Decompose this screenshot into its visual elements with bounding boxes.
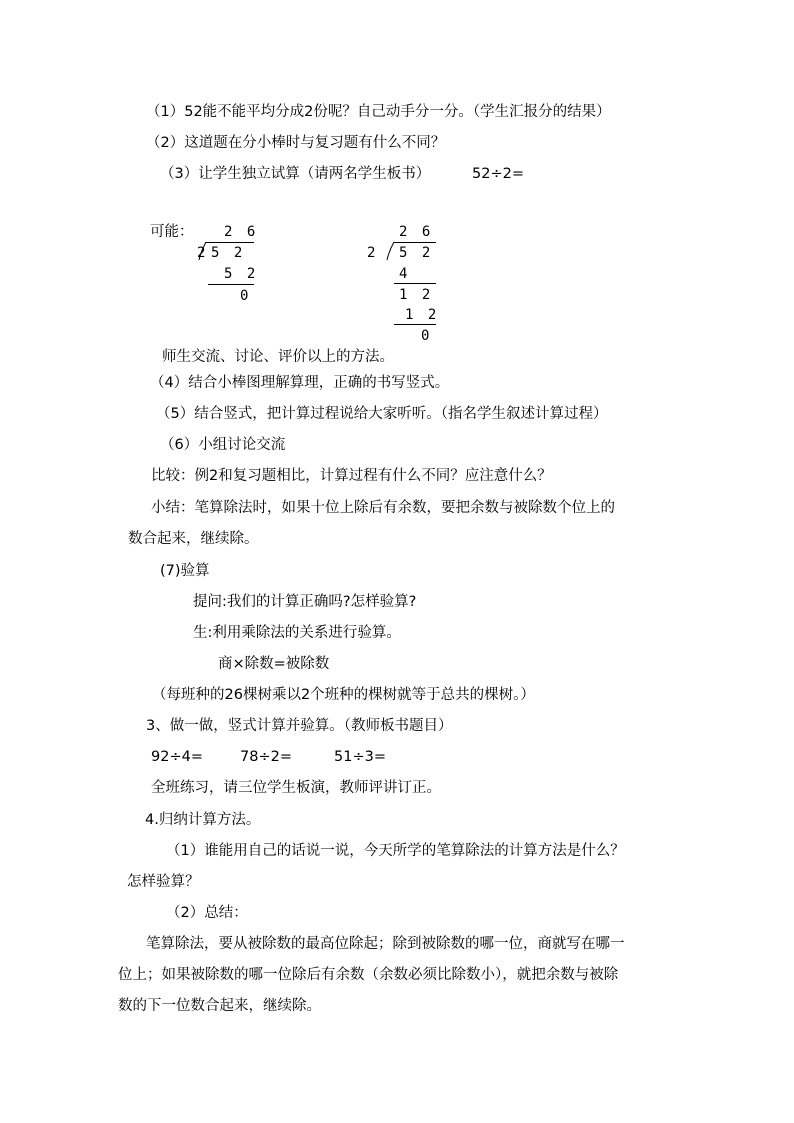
- verify-heading: (7)验算: [160, 563, 210, 579]
- rule-line-3: 数的下一位数合起来，继续除。: [118, 998, 321, 1014]
- rule-line-2: 位上；如果被除数的哪一位除后有余数（余数必须比除数小），就把余数与被除: [118, 967, 619, 983]
- product: 5 2: [224, 266, 259, 282]
- section-3-heading: 3、做一做，竖式计算并验算。（教师板书题目）: [146, 718, 453, 734]
- method-question-1: （1）谁能用自己的话说一说，今天所学的笔算除法的计算方法是什么？: [166, 843, 625, 859]
- quotient: 2 6: [224, 224, 259, 240]
- step-product-1: 4: [399, 266, 411, 282]
- division-bar: [206, 242, 254, 243]
- classwork-line: 全班练习，请三位学生板演，教师评讲订正。: [151, 780, 441, 796]
- summary-heading: （2）总结：: [166, 905, 248, 921]
- summary-line-2: 数合起来，继续除。: [128, 531, 259, 547]
- division-bracket: [387, 242, 397, 260]
- question-4: （4）结合小棒图理解算理，正确的书写竖式。: [150, 375, 450, 391]
- remainder: 0: [421, 328, 433, 344]
- possible-label: 可能：: [150, 224, 194, 240]
- compare-line: 比较：例2和复习题相比，计算过程有什么不同？应注意什么？: [151, 468, 552, 484]
- step-product-2: 1 2: [405, 307, 440, 323]
- section-4-heading: 4.归纳计算方法。: [145, 812, 261, 828]
- division-bar: [394, 242, 436, 243]
- remainder: 0: [240, 288, 252, 304]
- exercise-2: 78÷2=: [240, 749, 292, 765]
- exercise-1: 92÷4=: [151, 749, 203, 765]
- verify-explanation: （每班种的26棵树乘以2个班种的棵树就等于总共的棵树。）: [152, 687, 535, 703]
- question-3: （3）让学生独立试算（请两名学生板书）: [160, 166, 431, 182]
- method-question-1-cont: 怎样验算？: [127, 874, 200, 890]
- exercise-3: 51÷3=: [334, 749, 386, 765]
- quotient: 2 6: [399, 224, 434, 240]
- verify-formula: 商×除数=被除数: [218, 656, 330, 672]
- discussion-line: 师生交流、讨论、评价以上的方法。: [162, 349, 394, 365]
- summary-line-1: 小结：笔算除法时，如果十位上除后有余数，要把余数与被除数个位上的: [151, 500, 615, 516]
- question-5: （5）结合竖式，把计算过程说给大家听听。（指名学生叙述计算过程）: [156, 406, 608, 422]
- divisor: 2: [197, 245, 209, 261]
- subtraction-line-1: [394, 283, 436, 284]
- question-2: （2）这道题在分小棒时与复习题有什么不同？: [146, 135, 446, 151]
- dividend: 5 2: [399, 245, 434, 261]
- problem-expression: 52÷2=: [472, 166, 524, 182]
- divisor: 2: [367, 245, 379, 261]
- rule-line-1: 笔算除法，要从被除数的最高位除起；除到被除数的哪一位，商就写在哪一: [146, 936, 625, 952]
- question-1: （1）52能不能平均分成2份呢？自己动手分一分。（学生汇报分的结果）: [146, 104, 611, 120]
- verify-question: 提问:我们的计算正确吗?怎样验算?: [193, 594, 417, 610]
- step-carry: 1 2: [399, 287, 434, 303]
- question-6: （6）小组讨论交流: [160, 437, 286, 453]
- subtraction-line: [208, 284, 254, 285]
- subtraction-line-2: [394, 324, 436, 325]
- verify-answer: 生:利用乘除法的关系进行验算。: [193, 625, 401, 641]
- dividend: 5 2: [211, 245, 246, 261]
